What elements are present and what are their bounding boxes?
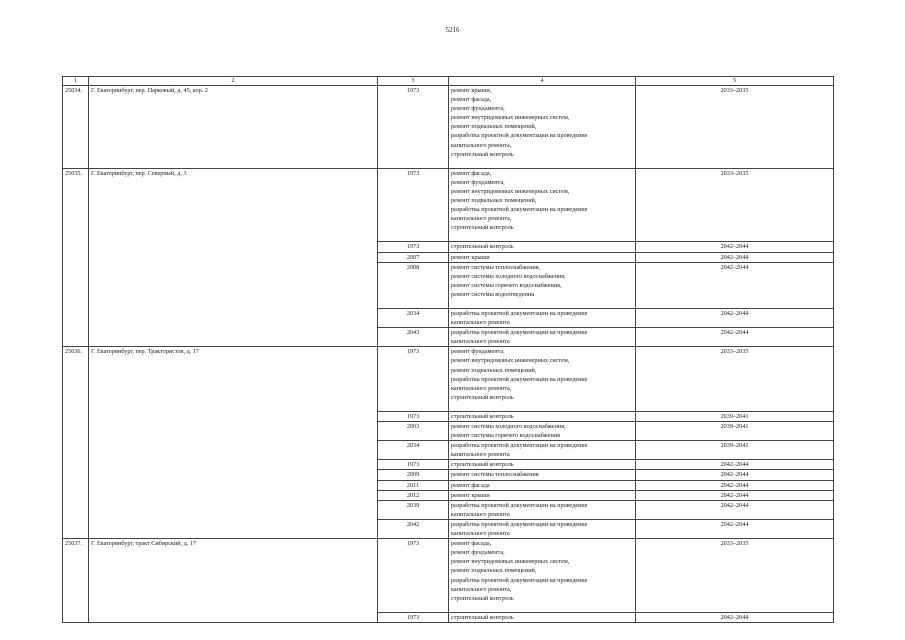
work-item: строительный контроль [451, 412, 514, 420]
work-item: ремонт подвальных помещений, [451, 123, 537, 131]
work-item: ремонт фасада [451, 481, 490, 489]
period-cell: 2042–2044 [636, 612, 834, 622]
work-item: ремонт подвальных помещений, [451, 366, 537, 374]
year-cell: 2011 [378, 480, 449, 490]
works-cell [449, 86, 636, 169]
works-cell [449, 262, 636, 308]
table-row [63, 168, 834, 242]
work-item: ремонт системы горячего водоснабжения [451, 432, 560, 440]
work-item: капитального ремонта [451, 338, 510, 346]
work-item: капитального ремонта [451, 451, 510, 459]
work-item: строительный контроль [451, 150, 514, 158]
period-cell: 2042–2044 [636, 328, 834, 347]
year-cell: 2043 [378, 328, 449, 347]
work-item: строительный контроль [451, 224, 514, 232]
year-cell: 2012 [378, 490, 449, 500]
work-item: разработка проектной документации на проведение [451, 442, 588, 450]
work-item: ремонт крыши [451, 253, 490, 261]
work-item: ремонт крыши [451, 491, 490, 499]
work-item: ремонт фасада, [451, 540, 492, 548]
period-cell: 2042–2044 [636, 308, 834, 327]
work-item: капитального ремонта, [451, 384, 512, 392]
works-cell [449, 612, 636, 622]
works-cell [449, 242, 636, 252]
work-item: разработка проектной документации на проведение [451, 501, 588, 509]
works-cell [449, 460, 636, 470]
works-cell [449, 500, 636, 519]
year-cell: 1973 [378, 460, 449, 470]
object-number: 25037. [63, 539, 89, 623]
year-cell: 2042 [378, 519, 449, 538]
object-number: 25034. [63, 86, 89, 169]
year-cell: 1973 [378, 539, 449, 613]
column-number: 4 [449, 77, 636, 86]
work-item: ремонт системы теплоснабжения, [451, 263, 541, 271]
work-item: разработка проектной документации на проведение [451, 520, 588, 528]
work-item: ремонт системы горячего водоснабжения, [451, 281, 562, 289]
works-cell [449, 519, 636, 538]
work-item: капитального ремонта, [451, 215, 512, 223]
work-item: ремонт системы водоотведения [451, 290, 534, 298]
work-item: капитального ремонта [451, 530, 510, 538]
work-item: строительный контроль [451, 594, 514, 602]
work-item: разработка проектной документации на проведение [451, 309, 588, 317]
column-number: 1 [63, 77, 89, 86]
year-cell: 1973 [378, 347, 449, 412]
works-cell [449, 470, 636, 480]
period-cell: 2033–2035 [636, 86, 834, 169]
year-cell: 1973 [378, 242, 449, 252]
period-cell: 2042–2044 [636, 252, 834, 262]
period-cell: 2039–2041 [636, 422, 834, 441]
work-item: ремонт внутридомовых инженерных систем, [451, 187, 570, 195]
period-cell: 2042–2044 [636, 470, 834, 480]
work-item: ремонт внутридомовых инженерных систем, [451, 357, 570, 365]
period-cell: 2042–2044 [636, 490, 834, 500]
object-address: Г. Екатеринбург, пер. Трактористов, д. 17 [89, 347, 378, 539]
works-cell [449, 328, 636, 347]
column-number: 5 [636, 77, 834, 86]
work-item: капитального ремонта [451, 510, 510, 518]
year-cell: 1973 [378, 86, 449, 169]
year-cell: 1973 [378, 411, 449, 421]
work-item: ремонт подвальных помещений, [451, 567, 537, 575]
year-cell: 2034 [378, 308, 449, 327]
year-cell: 1973 [378, 168, 449, 242]
work-item: ремонт внутридомовых инженерных систем, [451, 558, 570, 566]
work-item: ремонт системы теплоснабжения [451, 471, 539, 479]
work-item: ремонт внутридомовых инженерных систем, [451, 114, 570, 122]
table-row [63, 539, 834, 613]
work-item: ремонт фасада, [451, 169, 492, 177]
work-item: капитального ремонта, [451, 585, 512, 593]
table-row [63, 86, 834, 169]
work-item: разработка проектной документации на проведение [451, 329, 588, 337]
year-cell: 2009 [378, 470, 449, 480]
year-cell: 2039 [378, 500, 449, 519]
repair-schedule-table [62, 76, 834, 623]
work-item: строительный контроль [451, 393, 514, 401]
work-item: ремонт фундамента, [451, 348, 505, 356]
year-cell: 2008 [378, 262, 449, 308]
works-cell [449, 308, 636, 327]
work-item: ремонт крыши, [451, 87, 492, 94]
works-cell [449, 422, 636, 441]
object-address: Г. Екатеринбург, пер. Парковый, д. 45, кор. 2 [89, 86, 378, 169]
work-item: строительный контроль [451, 613, 514, 621]
table-body [63, 77, 834, 623]
work-item: ремонт фасада, [451, 96, 492, 104]
work-item: строительный контроль [451, 243, 514, 251]
period-cell: 2039–2041 [636, 411, 834, 421]
year-cell: 2034 [378, 441, 449, 460]
column-number: 3 [378, 77, 449, 86]
period-cell: 2033–2035 [636, 168, 834, 242]
object-number: 25035. [63, 168, 89, 347]
works-cell [449, 490, 636, 500]
works-cell [449, 168, 636, 242]
works-cell [449, 252, 636, 262]
works-cell [449, 347, 636, 412]
works-cell [449, 480, 636, 490]
period-cell: 2039–2041 [636, 441, 834, 460]
works-cell [449, 539, 636, 613]
work-item: капитального ремонта, [451, 141, 512, 149]
work-item: ремонт фундамента, [451, 549, 505, 557]
year-cell: 2007 [378, 252, 449, 262]
work-item: капитального ремонта [451, 319, 510, 327]
object-address: Г. Екатеринбург, тракт Сибирский, д. 17 [89, 539, 378, 623]
year-cell: 2003 [378, 422, 449, 441]
work-item: строительный контроль [451, 461, 514, 469]
period-cell: 2042–2044 [636, 500, 834, 519]
works-cell [449, 411, 636, 421]
period-cell: 2042–2044 [636, 262, 834, 308]
period-cell: 2042–2044 [636, 242, 834, 252]
work-item: разработка проектной документации на проведение [451, 375, 588, 383]
work-item: разработка проектной документации на проведение [451, 576, 588, 584]
work-item: разработка проектной документации на проведение [451, 132, 588, 140]
period-cell: 2042–2044 [636, 480, 834, 490]
period-cell: 2042–2044 [636, 519, 834, 538]
year-cell: 1973 [378, 612, 449, 622]
period-cell: 2033–2035 [636, 347, 834, 412]
object-number: 25036. [63, 347, 89, 539]
period-cell: 2033–2035 [636, 539, 834, 613]
work-item: ремонт системы холодного водоснабжения, [451, 272, 566, 280]
work-item: ремонт фундамента, [451, 105, 505, 113]
column-number-row [63, 77, 834, 86]
page-number: 5216 [445, 26, 460, 34]
period-cell: 2042–2044 [636, 460, 834, 470]
work-item: ремонт фундамента, [451, 178, 505, 186]
table-row [63, 347, 834, 412]
object-address: Г. Екатеринбург, пер. Северный, д. 3 [89, 168, 378, 347]
work-item: разработка проектной документации на проведение [451, 206, 588, 214]
works-cell [449, 441, 636, 460]
work-item: ремонт подвальных помещений, [451, 197, 537, 205]
column-number: 2 [89, 77, 378, 86]
work-item: ремонт системы холодного водоснабжения, [451, 423, 566, 430]
